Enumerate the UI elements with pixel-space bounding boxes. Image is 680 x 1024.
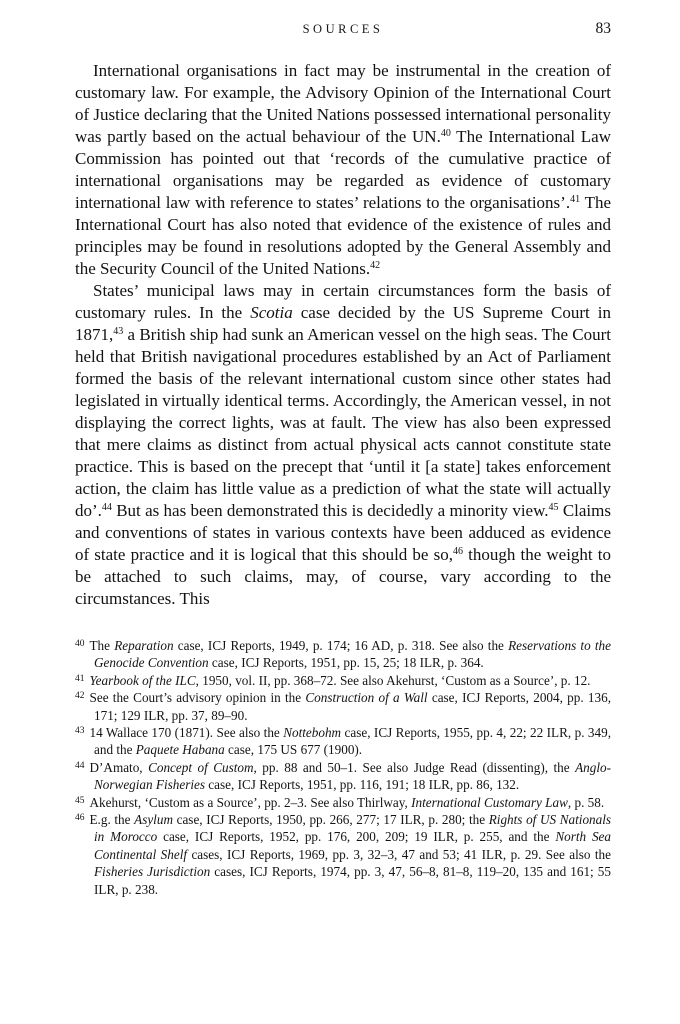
- footnote-ref: 42: [370, 260, 381, 271]
- footnote: [75, 759, 611, 794]
- text-run: States’ municipal laws may in certain circumstances form the basis of customary rules. In the: [75, 281, 611, 322]
- text-run: case, ICJ Reports, 1951, pp. 116, 191; 18 ILR, pp. 86, 132.: [205, 777, 520, 793]
- footnote: [75, 724, 611, 759]
- text-run: case decided by the US Supreme Court in 1871,: [75, 303, 611, 344]
- text-run: , 1950, vol. II, pp. 368–72. See also Akehurst, ‘Custom as a Source’, p. 12.: [195, 672, 591, 688]
- text-run: Claims and conventions of states in various contexts have been adduced as evidence of state practice and it is logical that this should be so,: [75, 501, 611, 564]
- footnote-ref: 44: [101, 502, 112, 513]
- italic-text-run: Concept of Custom: [148, 759, 254, 775]
- footnote-number: 40: [75, 639, 85, 649]
- text-run: case, ICJ Reports, 1950, pp. 266, 277; 17 ILR, p. 280; the: [172, 812, 489, 828]
- text-run: case, ICJ Reports, 1955, pp. 4, 22; 22 ILR, p. 349, and the: [94, 725, 611, 758]
- footnote-ref: 41: [570, 194, 581, 205]
- text-run: 14 Wallace 170 (1871). See also the: [89, 725, 284, 741]
- footnote: [75, 811, 611, 898]
- italic-text-run: Reservations to the Genocide Convention: [94, 638, 611, 671]
- italic-text-run: Paquete Habana: [135, 742, 225, 758]
- text-run: case, ICJ Reports, 2004, pp. 136, 171; 129 ILR, pp. 37, 89–90.: [94, 690, 611, 723]
- footnote: [75, 637, 611, 672]
- italic-text-run: North Sea Continental Shelf: [94, 829, 611, 862]
- footnote-ref: 40: [440, 128, 451, 139]
- italic-text-run: Anglo-Norwegian Fisheries: [94, 759, 611, 793]
- italic-text-run: Asylum: [134, 812, 173, 828]
- text-run: The International Law Commission has pointed out that ‘records of the cumulative practice of international organisations may be regarded as evidence of customary international law with reference to states’ relations to the organisations’.: [75, 127, 611, 212]
- italic-text-run: Rights of US Nationals in Morocco: [94, 812, 612, 845]
- text-run: case, ICJ Reports, 1952, pp. 176, 200, 209; 19 ILR, p. 255, and the: [157, 829, 556, 845]
- footnote: [75, 794, 611, 811]
- text-run: , pp. 88 and 50–1. See also Judge Read (dissenting), the: [253, 759, 576, 775]
- body-paragraph: [75, 60, 611, 280]
- italic-text-run: Construction of a Wall: [305, 690, 428, 706]
- footnote-number: 41: [75, 673, 85, 684]
- footnote: [75, 672, 611, 689]
- footnote-number: 44: [75, 760, 85, 771]
- text-run: D’Amato,: [89, 759, 149, 775]
- text-run: Akehurst, ‘Custom as a Source’, pp. 2–3. See also Thirlway,: [89, 794, 412, 810]
- text-run: The International Court has also noted that evidence of the existence of rules and principles may be found in resolutions adopted by the General Assembly and the Security Council of the United Nations.: [75, 193, 611, 278]
- text-run: a British ship had sunk an American vessel on the high seas. The Court held that British navigational procedures established by an Act of Parliament formed the basis of the relevant international custom since other states had legislated in virtually identical terms. Accordingly, the American vessel, in not displaying the correct lights, was at fault. The view has also been expressed that mere claims as distinct from actual physical acts cannot constitute state practice. This is based on the precept that ‘until it [a state] takes enforcement action, the claim has little value as a prediction of what the state will actually do’.: [75, 325, 611, 520]
- text-run: case, 175 US 677 (1900).: [224, 742, 363, 758]
- footnotes-section: [75, 637, 611, 898]
- footnote-ref: 46: [452, 546, 463, 557]
- text-run: International organisations in fact may be instrumental in the creation of customary law. For example, the Advisory Opinion of the International Court of Justice declaring that the United Nations possessed international personality was partly based on the actual behaviour of the UN.: [75, 61, 611, 146]
- running-head-title: SOURCES: [302, 22, 384, 36]
- footnote-number: 43: [75, 726, 85, 737]
- body-text: [75, 60, 611, 610]
- text-run: The: [89, 638, 115, 653]
- footnote: [75, 689, 611, 724]
- text-run: case, ICJ Reports, 1949, p. 174; 16 AD, p. 318. See also the: [173, 638, 509, 653]
- text-run: cases, ICJ Reports, 1974, pp. 3, 47, 56–8, 81–8, 119–20, 135 and 161; 55 ILR, p. 238.: [94, 864, 611, 897]
- italic-text-run: Yearbook of the ILC: [89, 672, 196, 688]
- footnote-ref: 43: [113, 326, 124, 337]
- text-run: though the weight to be attached to such claims, may, of course, vary according to the circumstances. This: [75, 545, 612, 608]
- footnote-ref: 45: [548, 502, 559, 513]
- italic-text-run: Fisheries Jurisdiction: [94, 864, 211, 880]
- text-run: cases, ICJ Reports, 1969, pp. 3, 32–3, 47 and 53; 41 ILR, p. 29. See also the: [187, 846, 611, 862]
- italic-text-run: Nottebohm: [283, 725, 342, 741]
- text-run: , p. 58.: [567, 794, 605, 810]
- body-paragraph: [75, 280, 611, 610]
- footnote-number: 45: [75, 795, 85, 806]
- footnote-number: 46: [75, 813, 85, 824]
- page-number: 83: [595, 20, 611, 37]
- text-run: E.g. the: [89, 812, 135, 828]
- text-run: See the Court’s advisory opinion in the: [89, 690, 306, 706]
- footnote-number: 42: [75, 691, 85, 702]
- italic-text-run: Reparation: [114, 638, 174, 653]
- text-run: But as has been demonstrated this is decidedly a minority view.: [111, 501, 549, 520]
- italic-text-run: International Customary Law: [411, 794, 568, 810]
- running-head: [75, 22, 611, 38]
- italic-text-run: Scotia: [250, 303, 293, 322]
- text-run: case, ICJ Reports, 1951, pp. 15, 25; 18 ILR, p. 364.: [208, 655, 484, 671]
